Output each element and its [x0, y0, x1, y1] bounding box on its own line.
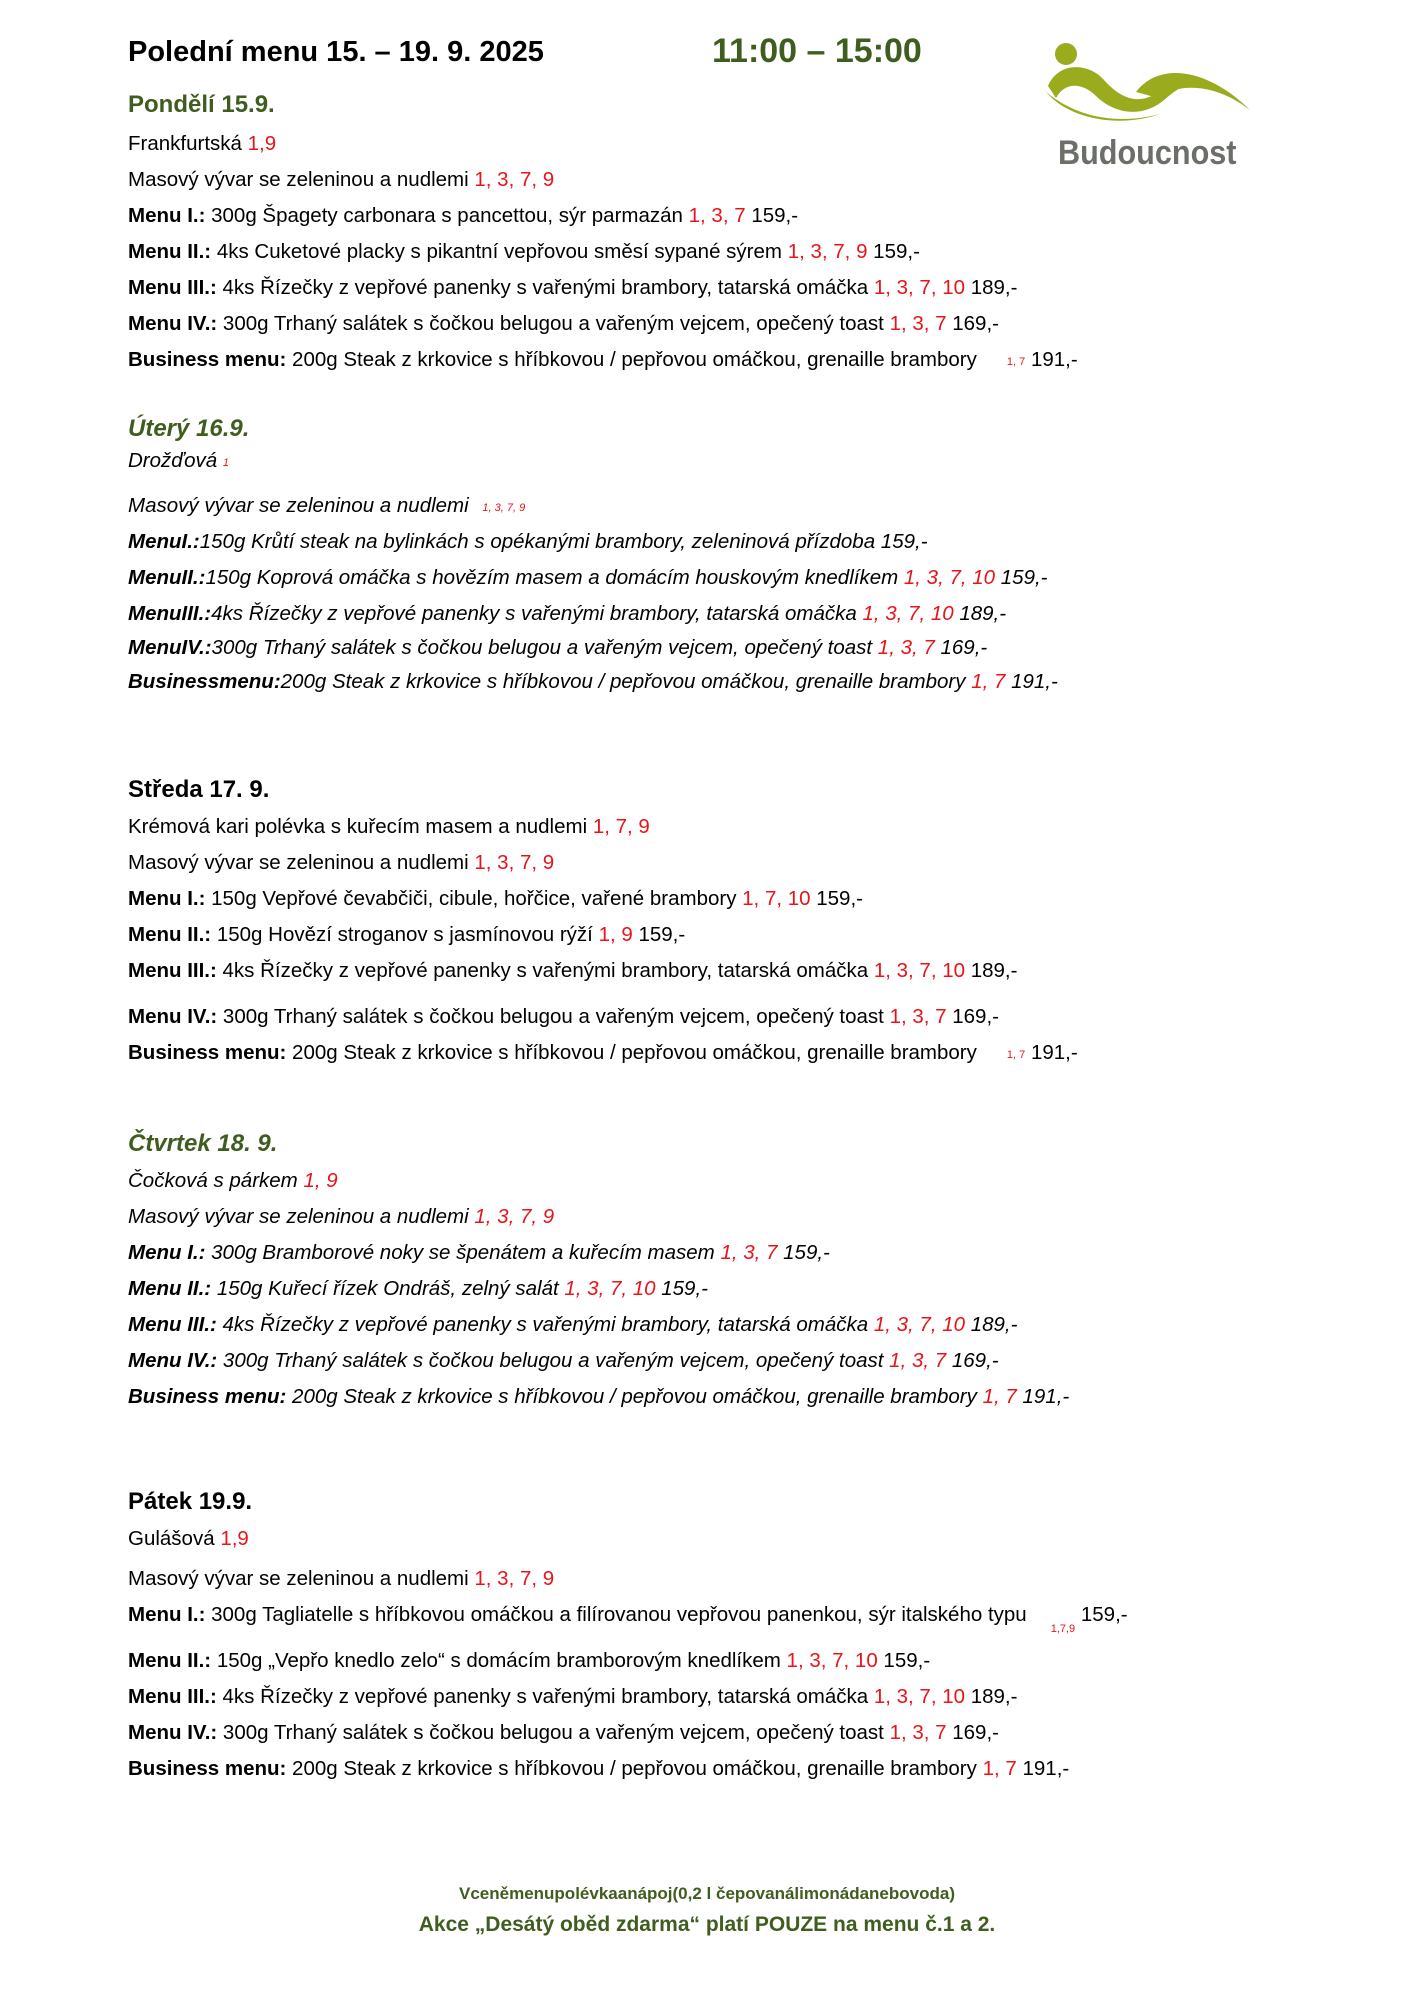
allergens: 1: [222, 457, 229, 469]
opening-hours: 11:00 – 15:00: [712, 32, 922, 70]
day-tuesday: [128, 412, 1328, 700]
day-monday: [128, 88, 1328, 378]
menu-item: Menu II.: 4ks Cuketové placky s pikantní vepřovou směsí sypané sýrem 1, 3, 7, 9 159,-: [128, 240, 920, 263]
day-thursday: [128, 1127, 1328, 1415]
allergens: 1, 3, 7, 9: [474, 851, 555, 874]
menu-item-business: Businessmenu:200g Steak z krkovice s hříbkovou / pepřovou omáčkou, grenaille brambory 1, 7 191,-: [128, 670, 1058, 693]
menu-item: Menu III.: 4ks Řízečky z vepřové panenky s vařenými brambory, tatarská omáčka 1, 3, 7, 10 189,-: [128, 959, 1018, 982]
menu-item: Menu I.: 300g Tagliatelle s hříbkovou omáčkou a filírovanou vepřovou panenkou, sýr italského typu$^{1,7,9}$ 159,-: [128, 1603, 1128, 1635]
allergens: 1, 3, 7, 9: [474, 1567, 555, 1590]
menu-item: MenuII.:150g Koprová omáčka s hovězím masem a domácím houskovým knedlíkem 1, 3, 7, 10 159,-: [128, 566, 1048, 589]
day-title: Středa 17. 9.: [128, 776, 270, 803]
day-title: Pondělí 15.9.: [128, 91, 275, 118]
day-title: Úterý 16.9.: [128, 415, 250, 442]
menu-item: MenuIV.:300g Trhaný salátek s čočkou belugou a vařeným vejcem, opečený toast 1, 3, 7 169,-: [128, 636, 988, 659]
menu-item: Menu III.: 4ks Řízečky z vepřové panenky s vařenými brambory, tatarská omáčka 1, 3, 7, 10 189,-: [128, 276, 1018, 299]
menu-item: Menu II.: 150g „Vepřo knedlo zelo“ s domácím bramborovým knedlíkem 1, 3, 7, 10 159,-: [128, 1649, 931, 1672]
menu-item: Menu IV.: 300g Trhaný salátek s čočkou belugou a vařeným vejcem, opečený toast 1, 3, 7 169,-: [128, 1721, 999, 1744]
menu-item: Menu IV.: 300g Trhaný salátek s čočkou belugou a vařeným vejcem, opečený toast 1, 3, 7 169,-: [128, 1005, 999, 1028]
allergens: 1,9: [220, 1527, 249, 1550]
logo-text: Budoucnost: [1058, 134, 1237, 172]
allergens: 1, 7, 9: [592, 815, 650, 838]
soup-2: Masový vývar se zeleninou a nudlemi $^{1, 3, 7, 9}$: [128, 494, 526, 517]
menu-item: MenuI.:150g Krůtí steak na bylinkách s opékanými brambory, zeleninová přízdoba 159,-: [128, 530, 928, 553]
menu-item-business: Business menu: 200g Steak z krkovice s hříbkovou / pepřovou omáčkou, grenaille brambory 1, 7 191,-: [128, 1757, 1070, 1780]
allergens: 1, 9: [303, 1169, 338, 1192]
menu-item: MenuIII.:4ks Řízečky z vepřové panenky s vařenými brambory, tatarská omáčka 1, 3, 7, 10 189,-: [128, 602, 1007, 625]
menu-item: Menu I.: 300g Bramborové noky se špenátem a kuřecím masem 1, 3, 7 159,-: [128, 1241, 830, 1264]
soup-2: Masový vývar se zeleninou a nudlemi 1, 3, 7, 9: [128, 1205, 555, 1228]
day-wednesday: [128, 773, 1328, 1071]
menu-item: Menu I.: 300g Špagety carbonara s pancettou, sýr parmazán 1, 3, 7 159,-: [128, 204, 799, 227]
soup-1: Gulášová 1,9: [128, 1527, 249, 1550]
page-title: Polední menu 15. – 19. 9. 2025: [128, 36, 544, 68]
soup-1: Frankfurtská 1,9: [128, 132, 277, 155]
menu-item: Menu II.: 150g Kuřecí řízek Ondráš, zelný salát 1, 3, 7, 10 159,-: [128, 1277, 708, 1300]
menu-item: Menu IV.: 300g Trhaný salátek s čočkou belugou a vařeným vejcem, opečený toast 1, 3, 7 169,-: [128, 1349, 999, 1372]
menu-item: Menu I.: 150g Vepřové čevabčiči, cibule, hořčice, vařené brambory 1, 7, 10 159,-: [128, 887, 863, 910]
footer-note-promo: Akce „Desátý oběd zdarma“ platí POUZE na menu č.1 a 2.: [418, 1913, 996, 1936]
soup-1: Krémová kari polévka s kuřecím masem a nudlemi 1, 7, 9: [128, 815, 650, 838]
day-title: Pátek 19.9.: [128, 1488, 253, 1515]
day-title: Čtvrtek 18. 9.: [128, 1130, 278, 1157]
menu-item-business: Business menu: 200g Steak z krkovice s hříbkovou / pepřovou omáčkou, grenaille brambory 1, 7 191,-: [128, 1385, 1070, 1408]
allergens: 1, 3, 7, 9: [482, 502, 526, 514]
allergens: 1, 3, 7, 9: [474, 168, 555, 191]
menu-item-business: Business menu: 200g Steak z krkovice s hříbkovou / pepřovou omáčkou, grenaille brambory $^{1, 7}$ 191,-: [128, 1041, 1078, 1064]
soup-2: Masový vývar se zeleninou a nudlemi 1, 3, 7, 9: [128, 851, 555, 874]
allergens: 1, 3, 7, 9: [474, 1205, 555, 1228]
soup-2: Masový vývar se zeleninou a nudlemi 1, 3, 7, 9: [128, 168, 555, 191]
day-friday: [128, 1485, 1328, 1787]
soup-1: Drožďová $^1$: [128, 449, 229, 472]
footer-note-price: Vceněmenupolévkaanápoj(0,2 l čepovanálimonádanebovoda): [459, 1884, 955, 1903]
soup-1: Čočková s párkem 1, 9: [128, 1169, 338, 1192]
menu-item: Menu III.: 4ks Řízečky z vepřové panenky s vařenými brambory, tatarská omáčka 1, 3, 7, 10 189,-: [128, 1313, 1018, 1336]
soup-2: Masový vývar se zeleninou a nudlemi 1, 3, 7, 9: [128, 1567, 555, 1590]
menu-item: Menu IV.: 300g Trhaný salátek s čočkou belugou a vařeným vejcem, opečený toast 1, 3, 7 169,-: [128, 312, 999, 335]
menu-item-business: Business menu: 200g Steak z krkovice s hříbkovou / pepřovou omáčkou, grenaille brambory $^{1, 7}$ 191,-: [128, 348, 1078, 371]
allergens: 1,9: [247, 132, 277, 155]
menu-item: Menu III.: 4ks Řízečky z vepřové panenky s vařenými brambory, tatarská omáčka 1, 3, 7, 10 189,-: [128, 1685, 1018, 1708]
menu-item: Menu II.: 150g Hovězí stroganov s jasmínovou rýží 1, 9 159,-: [128, 923, 686, 946]
